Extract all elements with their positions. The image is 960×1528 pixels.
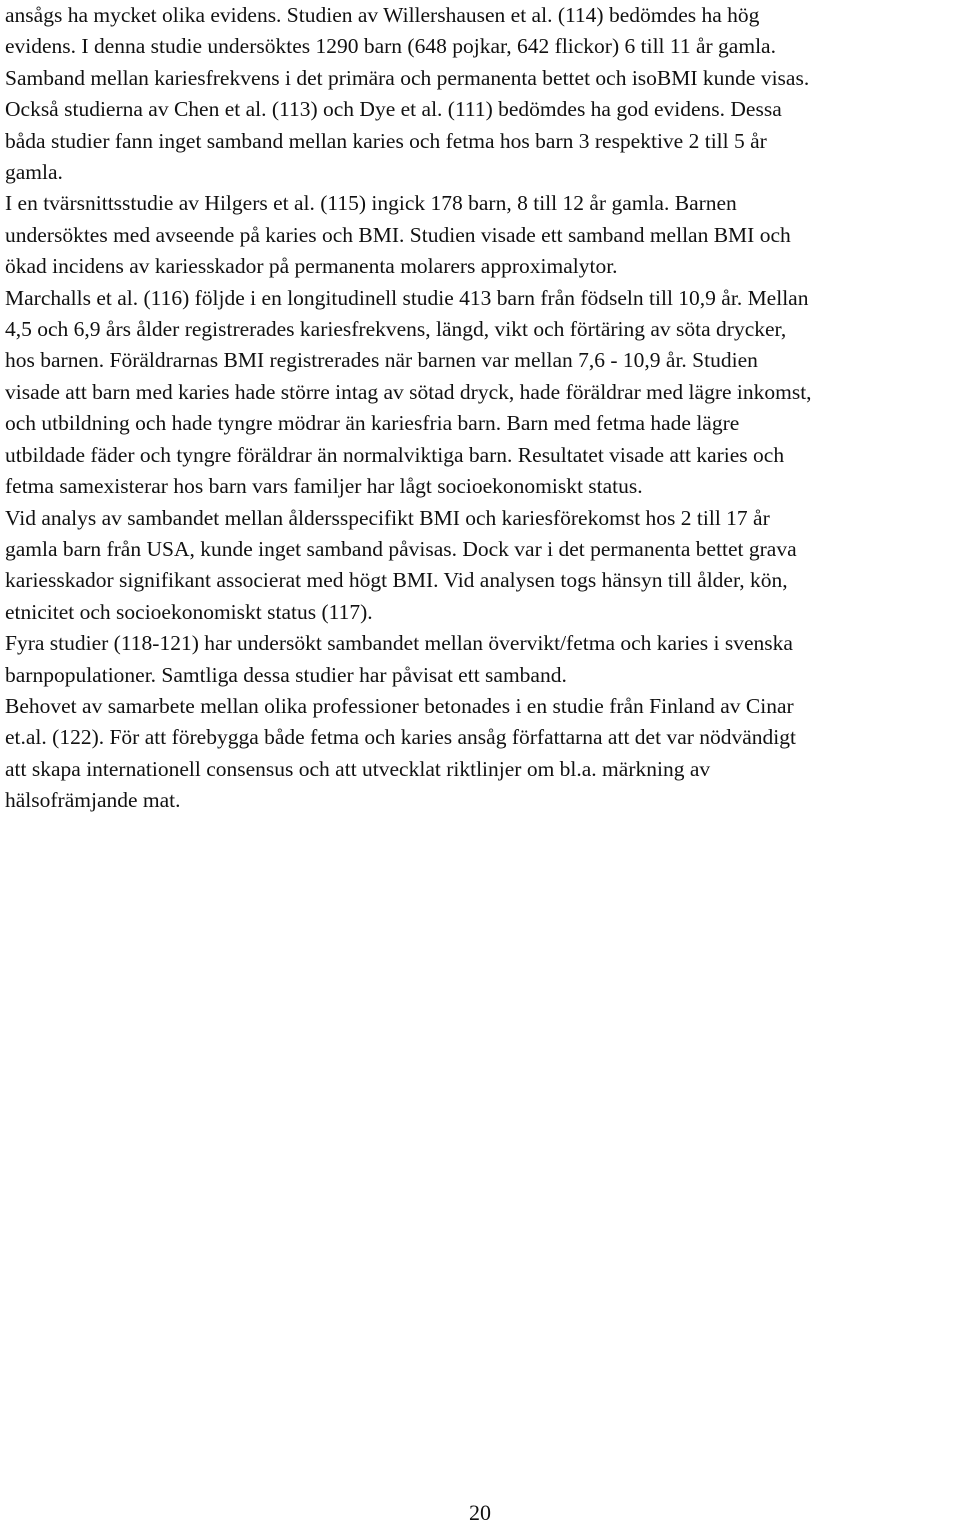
paragraph-hilgers-study: I en tvärsnittsstudie av Hilgers et al. (115) ingick 178 barn, 8 till 12 år gamla. Barnen undersöktes med avseende på karies och BMI. Studien visade ett samband mellan BMI och ökad incidens av kariesskador på permanenta molarers approximalytor.: [5, 191, 791, 279]
paragraph-marchalls-study: Marchalls et al. (116) följde i en longitudinell studie 413 barn från födseln till 10,9 år. Mellan 4,5 och 6,9 års ålder registrerades kariesfrekvens, längd, vikt och förtäring av söta drycker, hos barnen. Föräldrarnas BMI registrerades när barnen var mellan 7,6 - 10,9 år. Studien visade att barn med karies hade större intag av sötad dryck, hade föräldrar med lägre inkomst, och utbildning och hade tyngre mödrar än kariesfria barn. Barn med fetma hade lägre utbildade fäder och tyngre föräldrar än normalviktiga barn. Resultatet visade att karies och fetma samexisterar hos barn vars familjer har lågt socioekonomiskt status.: [5, 285, 812, 499]
page-number: 20: [469, 1500, 491, 1525]
paragraph-finland-study: Behovet av samarbete mellan olika professioner betonades i en studie från Finland av Cinar et.al. (122). För att förebygga både fetma och karies ansåg författarna att det var nödvändigt att skapa internationell consensus och att utvecklat riktlinjer om bl.a. märkning av hälsofrämjande mat.: [5, 693, 797, 813]
paragraph-swedish-studies: Fyra studier (118-121) har undersökt sambandet mellan övervikt/fetma och karies i svenska barnpopulationer. Samtliga dessa studier har påvisat ett samband.: [5, 631, 793, 687]
paragraph-evidence-studies: ansågs ha mycket olika evidens. Studien av Willershausen et al. (114) bedömdes ha hög evidens. I denna studie undersöktes 1290 barn (648 pojkar, 642 flickor) 6 till 11 år gamla. Samband mellan kariesfrekvens i det primära och permanenta bettet och isoBMI kunde visas. Också studierna av Chen et al. (113) och Dye et al. (111) bedömdes ha god evidens. Dessa båda studier fann inget samband mellan karies och fetma hos barn 3 respektive 2 till 5 år gamla.: [5, 3, 810, 185]
paragraph-usa-analysis: Vid analys av sambandet mellan åldersspecifikt BMI och kariesförekomst hos 2 till 17 år gamla barn från USA, kunde inget samband påvisas. Dock var i det permanenta bettet grava kariesskador signifikant associerat med högt BMI. Vid analysen togs hänsyn till ålder, kön, etnicitet och socioekonomiskt status (117).: [5, 505, 797, 624]
document-body: [5, 0, 960, 817]
